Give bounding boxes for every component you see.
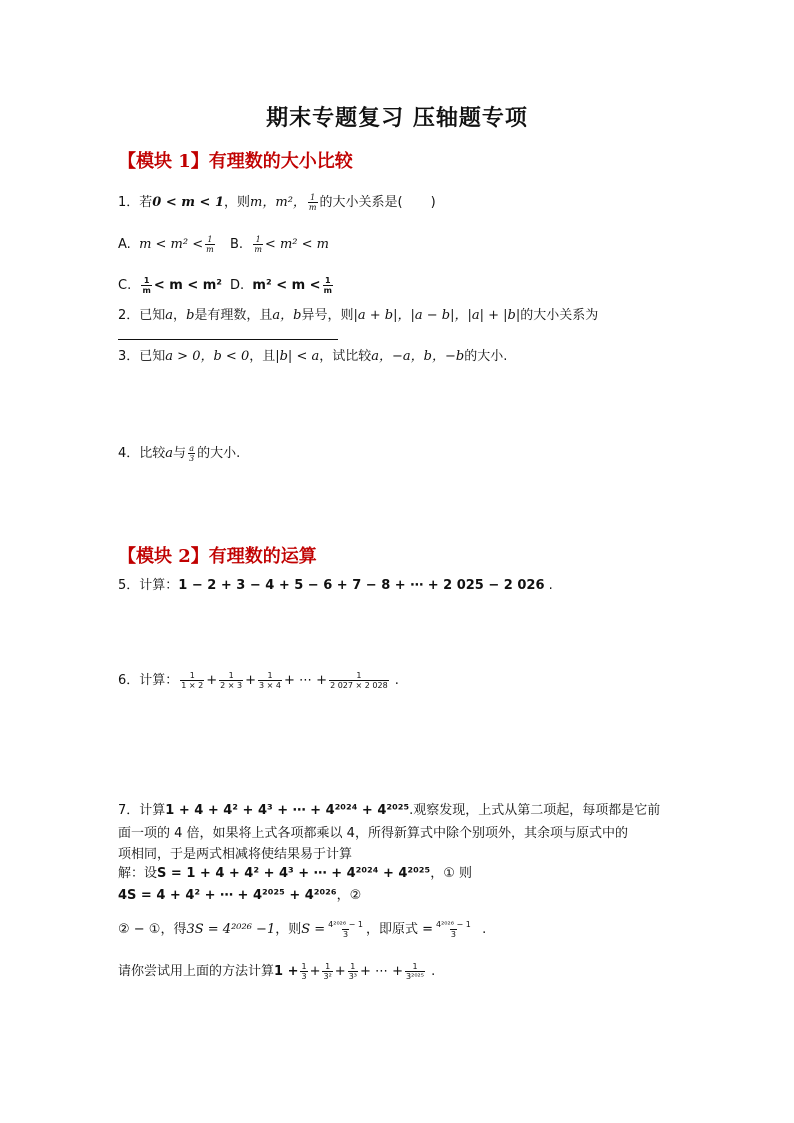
frac-den: m (142, 286, 151, 295)
question-2 (118, 308, 598, 324)
q2-text-3: 异号，则 (301, 308, 354, 323)
frac-den: 3 (343, 930, 349, 939)
q7-fraction-1 (327, 920, 364, 939)
q1-condition: 0 < m < 1 (152, 195, 225, 210)
q1-option-a (118, 235, 217, 254)
option-a-fraction (205, 235, 215, 254)
option-a-label: A. (118, 237, 131, 252)
question-7-line-4 (118, 866, 472, 882)
frac-den: 3 (301, 972, 307, 981)
frac-num: a (189, 444, 194, 453)
option-c-expr: < m < m² (153, 278, 222, 293)
frac-num: 1 (267, 671, 273, 680)
option-d-label: D. (230, 278, 245, 293)
option-d-fraction (323, 276, 333, 295)
section-heading-module-1: 【模块 1】有理数的大小比较 (118, 151, 353, 172)
q7-text-3: ，① 则 (430, 866, 472, 881)
q2-var-b: b (186, 308, 195, 323)
q2-expr: |a + b|，|a − b|，|a| + |b| (353, 308, 521, 323)
q3-text-3: ，试比较 (319, 349, 372, 364)
frac-num: 1 (301, 962, 307, 971)
frac-num: 1 (207, 235, 213, 244)
frac-den: m (323, 286, 332, 295)
q7-text-7: ，即原式 = (365, 922, 433, 937)
option-b-label: B. (230, 237, 244, 252)
frac-den: m (308, 203, 317, 212)
frac-num: 4²⁰²⁶ − 1 (328, 920, 363, 929)
q3-cond-2: |b| < a (275, 349, 320, 364)
q7-expr-2: 4S = 4 + 4² + ⋯ + 4²⁰²⁵ + 4²⁰²⁶ (118, 888, 337, 903)
q1-text-2: 的大小关系是( (319, 195, 403, 210)
q7-text-2: .观察发现，上式从第二项起，每项都是它前 (409, 803, 661, 818)
q6-fraction-2 (219, 671, 243, 690)
frac-num: 1 (189, 671, 195, 680)
q1-number: 1．若 (118, 195, 153, 210)
frac-num: 1 (412, 962, 418, 971)
q7-text-4: ，② (336, 888, 362, 903)
q1-vars: m，m²， (250, 195, 306, 210)
q1-close: ) (430, 195, 436, 210)
question-7-line-7: 请你尝试用上面的方法计算1 + $\frac{1}{3}$ + $\frac{1}{\text{3²}}$ + $\frac{1}{\text{3³}}$ + ⋯ + $\frac{1}{\text{3²⁰²⁵}}$ . (118, 962, 436, 981)
q2-text: 2．已知 (118, 308, 166, 323)
q7-end: . (482, 922, 487, 937)
q6-text: 6．计算： (118, 673, 179, 688)
q2-vars: a，b (272, 308, 302, 323)
q7-g-fraction-3 (348, 962, 358, 981)
option-d-expr: m² < m < (252, 278, 321, 293)
q7-fraction-2 (435, 920, 472, 939)
option-b-expr: < m² < m (264, 237, 329, 252)
q2-text-4: 的大小关系为 (520, 308, 599, 323)
frac-num: 4²⁰²⁶ − 1 (436, 920, 471, 929)
q4-var: a (165, 446, 174, 461)
question-5 (118, 578, 553, 594)
page-title: 期末专题复习 压轴题专项 (266, 105, 528, 131)
q7-expr: 1 + 4 + 4² + 4³ + ⋯ + 4²⁰²⁴ + 4²⁰²⁵ (165, 803, 410, 818)
frac-den: 2 × 3 (220, 681, 243, 690)
section-heading-module-2: 【模块 2】有理数的运算 (118, 546, 317, 567)
q2-comma: ， (173, 308, 187, 323)
frac-num: 1 (324, 276, 331, 285)
frac-num: 1 (356, 671, 362, 680)
option-a-expr: m < m² < (139, 237, 204, 252)
q7-text: 7．计算 (118, 803, 166, 818)
option-c-label: C. (118, 278, 132, 293)
q4-text-2: 与 (173, 446, 187, 461)
question-3 (118, 349, 507, 365)
q7-solution-label: 解：设 (118, 866, 158, 881)
q7-lead: 1 + (274, 964, 299, 979)
q4-fraction (188, 444, 195, 463)
q5-end: . (548, 578, 553, 593)
option-c-fraction (141, 276, 151, 295)
q7-g-fraction-4 (405, 962, 425, 981)
q7-g-fraction-1 (300, 962, 307, 981)
question-6: 6．计算： $\frac{1}{1 \times 2}$ + $\frac{1}{2 \times 3}$ + $\frac{1}{3 \times 4}$ + ⋯ + $\frac{1}{2 027 \times 2 028}$ . (118, 671, 399, 690)
q2-text-2: 是有理数，且 (194, 308, 273, 323)
frac-den: 3³ (348, 972, 357, 981)
q2-var-a: a (165, 308, 174, 323)
q6-fraction-3 (258, 671, 282, 690)
frac-den: 3 × 4 (259, 681, 281, 690)
question-7-line-2: 面一项的 4 倍，如果将上式各项都乘以 4，所得新算式中除个别项外，其余项与原式中的 (118, 826, 628, 841)
q7-text-8: 请你尝试用上面的方法计算 (118, 964, 275, 979)
frac-den: m (206, 245, 214, 254)
question-7-line-3: 项相同，于是两式相减将使结果易于计算 (118, 847, 353, 862)
q7-ellipsis: + ⋯ + (359, 964, 404, 979)
frac-den: 3 (189, 454, 195, 463)
q3-text: 3．已知 (118, 349, 166, 364)
q7-g-fraction-2 (322, 962, 332, 981)
q7-text-6: ，则 (275, 922, 302, 937)
q1-option-c (118, 276, 222, 295)
option-b-fraction (253, 235, 263, 254)
frac-den: 2 027 × 2 028 (330, 681, 388, 690)
q7-text-5: ② − ①，得 (118, 922, 187, 937)
question-7-line-6 (118, 920, 486, 939)
q7-end-2: . (431, 964, 436, 979)
q7-s: S = (301, 922, 326, 937)
q5-text: 5．计算： (118, 578, 179, 593)
question-1-stem (118, 193, 436, 212)
question-7-line-1 (118, 803, 660, 819)
frac-num: 1 (325, 962, 331, 971)
frac-num: 1 (310, 193, 316, 202)
frac-num: 1 (255, 235, 261, 244)
frac-den: 1 × 2 (181, 681, 204, 690)
q3-cond: a > 0，b < 0 (165, 349, 250, 364)
q4-text: 4．比较 (118, 446, 166, 461)
q6-fraction-4 (329, 671, 389, 690)
q3-text-2: ，且 (249, 349, 276, 364)
q6-end: . (394, 673, 399, 688)
q6-fraction-1 (180, 671, 204, 690)
frac-num: 1 (350, 962, 356, 971)
frac-den: m (254, 245, 262, 254)
q5-expr: 1 − 2 + 3 − 4 + 5 − 6 + 7 − 8 + ⋯ + 2 025 − 2 026 (178, 578, 545, 593)
question-4 (118, 444, 240, 463)
q7-solution-expr: S = 1 + 4 + 4² + 4³ + ⋯ + 4²⁰²⁴ + 4²⁰²⁵ (157, 866, 431, 881)
q3-text-4: 的大小. (464, 349, 508, 364)
q7-expr-3: 3S = 4²⁰²⁶ −1 (186, 922, 276, 937)
q3-vars: a，−a，b，−b (371, 349, 465, 364)
frac-den: 3²⁰²⁵ (406, 972, 424, 981)
frac-den: 3² (323, 972, 332, 981)
q1-text: ，则 (224, 195, 251, 210)
question-7-line-5 (118, 888, 361, 904)
answer-blank (118, 339, 338, 340)
q6-ellipsis: + ⋯ + (284, 673, 328, 688)
frac-num: 1 (228, 671, 234, 680)
q4-text-3: 的大小. (197, 446, 241, 461)
frac-num: 1 (143, 276, 150, 285)
q1-option-b (230, 235, 329, 254)
frac-den: 3 (450, 930, 456, 939)
q1-fraction (308, 193, 318, 212)
q1-option-d (230, 276, 335, 295)
